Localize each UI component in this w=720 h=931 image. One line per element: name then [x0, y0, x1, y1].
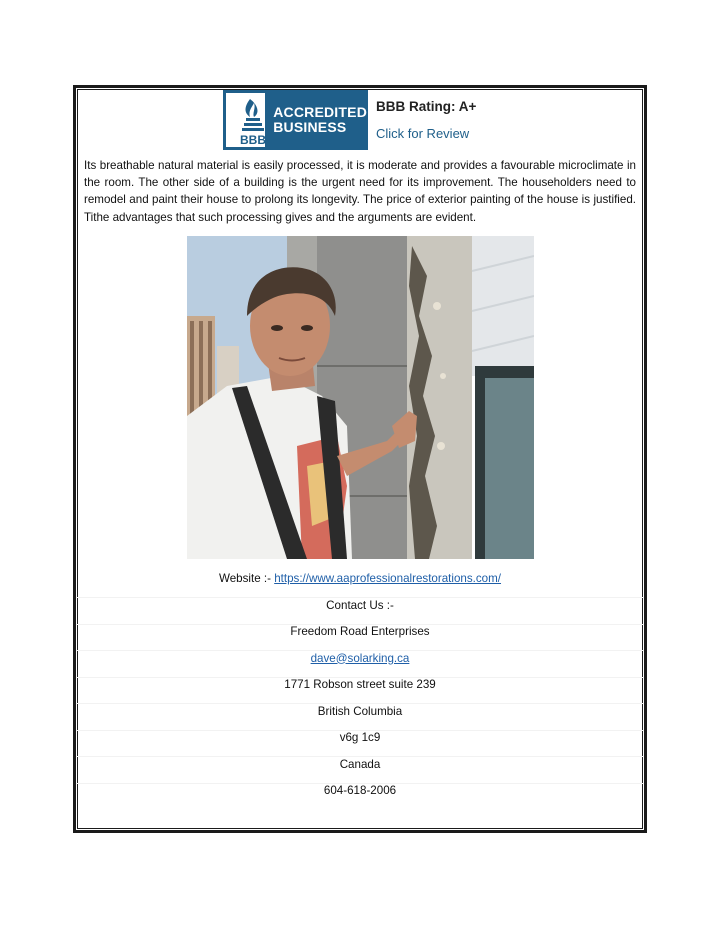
bbb-logo-text: BBB — [240, 133, 266, 147]
country: Canada — [339, 757, 381, 771]
phone-number: 604-618-2006 — [323, 784, 397, 797]
contact-heading: Contact Us :- — [326, 598, 394, 612]
email-link[interactable]: dave@solarking.ca — [310, 651, 410, 665]
street-address: 1771 Robson street suite 239 — [284, 678, 436, 691]
bbb-torch-logo-icon — [226, 93, 265, 147]
click-for-review-link[interactable]: Click for Review — [376, 126, 470, 141]
company-name: Freedom Road Enterprises — [290, 625, 430, 638]
badge-line-accredited: ACCREDITED — [273, 104, 367, 120]
website-row — [76, 571, 644, 598]
intro-paragraph: Its breathable natural material is easily processed, it is moderate and provides a favourable microclimate in the room. The other side of a building is the urgent need for its improvement. The householders need to remodel and paint their house to prolong its longevity. The price of exterior painting of the house is justified. Tithe advantages that such processing gives and the arguments are evident. — [84, 159, 636, 224]
province: British Columbia — [317, 704, 403, 718]
bbb-rating: BBB Rating: A+ — [376, 99, 477, 114]
worker-photo — [187, 236, 534, 559]
badge-line-business: BUSINESS — [273, 119, 347, 135]
border-tick — [73, 85, 74, 86]
postal-code: v6g 1c9 — [339, 731, 381, 744]
bbb-accredited-badge[interactable] — [223, 90, 483, 150]
website-label: Website :- — [218, 572, 275, 585]
website-link[interactable]: https://www.aaprofessionalrestorations.com/ — [274, 572, 502, 585]
contact-block — [76, 571, 644, 810]
bbb-seal — [223, 90, 368, 150]
